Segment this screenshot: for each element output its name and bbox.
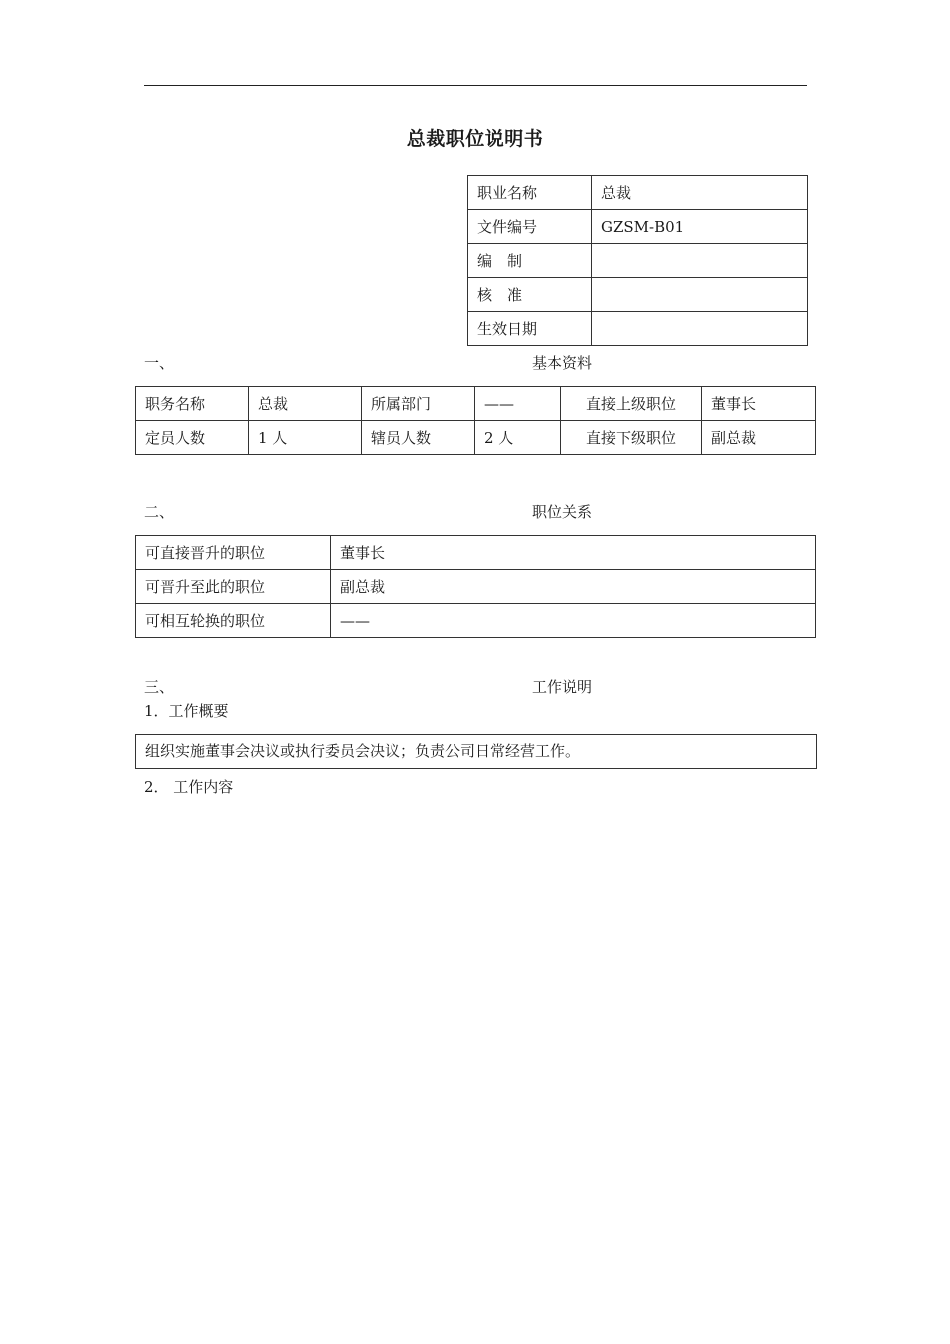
table-row	[468, 278, 808, 312]
document-info-table	[467, 175, 808, 346]
table-row	[136, 570, 816, 604]
position-relations-table	[135, 535, 816, 638]
basic-info-table	[135, 386, 816, 455]
table-cell: 董事长	[702, 387, 816, 421]
section-heading: 工作说明	[532, 678, 593, 696]
work-content-heading: 2． 工作内容	[144, 778, 234, 796]
relation-label: 可相互轮换的职位	[136, 604, 331, 638]
info-value: GZSM-B01	[592, 210, 808, 244]
info-value	[592, 278, 808, 312]
section-heading: 基本资料	[532, 354, 593, 372]
table-row	[468, 210, 808, 244]
section-number: 一、	[144, 354, 175, 372]
info-value	[592, 244, 808, 278]
table-row	[468, 244, 808, 278]
table-cell: 2 人	[475, 421, 561, 455]
work-summary-text: 组织实施董事会决议或执行委员会决议；负责公司日常经营工作。	[135, 734, 817, 769]
info-label: 核 准	[468, 278, 592, 312]
table-row	[136, 604, 816, 638]
section-number: 三、	[144, 678, 175, 696]
relation-value: 副总裁	[331, 570, 816, 604]
table-cell: 直接下级职位	[561, 421, 702, 455]
work-summary-heading: 1．工作概要	[144, 702, 229, 720]
relation-value: ——	[331, 604, 816, 638]
table-row	[468, 176, 808, 210]
relation-label: 可直接晋升的职位	[136, 536, 331, 570]
table-row	[468, 312, 808, 346]
section-heading: 职位关系	[532, 503, 593, 521]
table-cell: 所属部门	[362, 387, 475, 421]
table-row	[136, 421, 816, 455]
table-cell: 副总裁	[702, 421, 816, 455]
info-label: 文件编号	[468, 210, 592, 244]
table-cell: 1 人	[249, 421, 362, 455]
table-cell: 总裁	[249, 387, 362, 421]
table-cell: 辖员人数	[362, 421, 475, 455]
table-cell: 定员人数	[136, 421, 249, 455]
table-cell: 职务名称	[136, 387, 249, 421]
info-label: 职业名称	[468, 176, 592, 210]
header-rule	[144, 85, 807, 86]
relation-value: 董事长	[331, 536, 816, 570]
info-value: 总裁	[592, 176, 808, 210]
info-label: 生效日期	[468, 312, 592, 346]
table-row	[136, 387, 816, 421]
relation-label: 可晋升至此的职位	[136, 570, 331, 604]
document-title: 总裁职位说明书	[406, 128, 544, 150]
info-value	[592, 312, 808, 346]
info-label: 编 制	[468, 244, 592, 278]
table-cell: 直接上级职位	[561, 387, 702, 421]
table-cell: ——	[475, 387, 561, 421]
section-number: 二、	[144, 503, 175, 521]
table-row	[136, 536, 816, 570]
